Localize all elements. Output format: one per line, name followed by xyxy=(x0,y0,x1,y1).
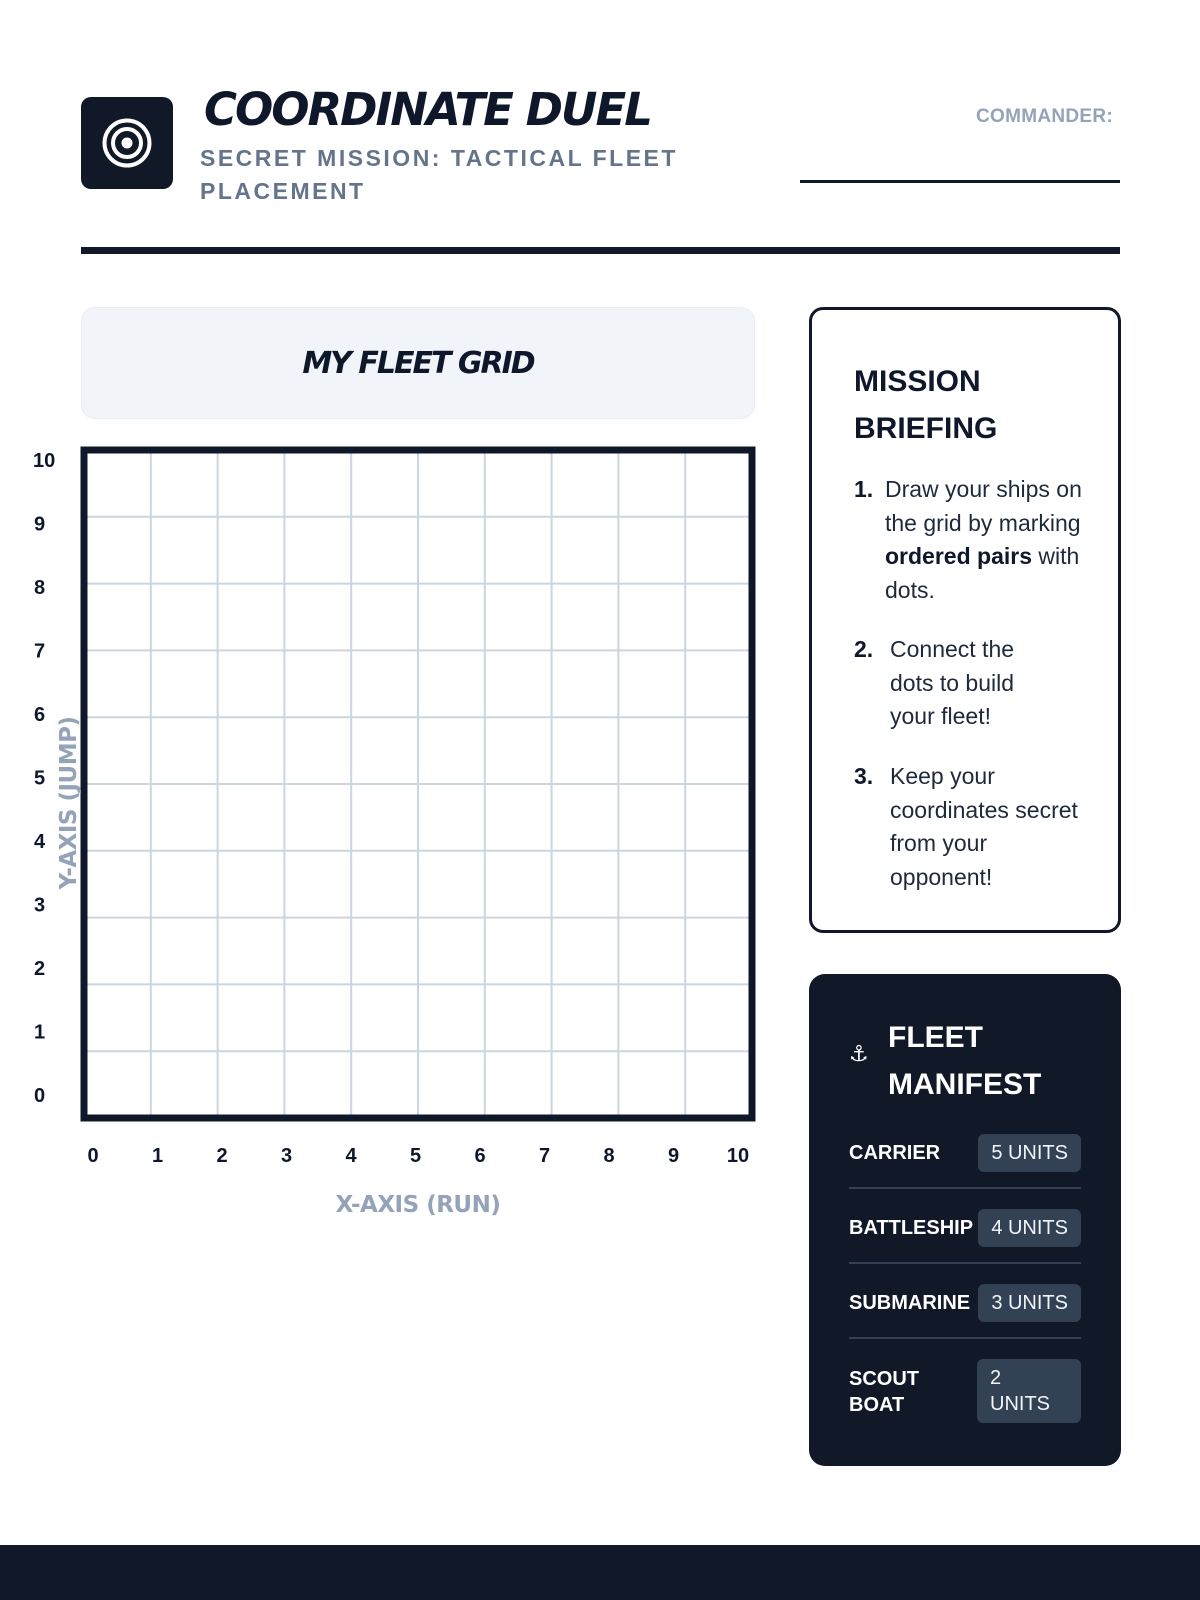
x-axis-label: X-AXIS (RUN) xyxy=(335,1192,501,1218)
step-number: 2. xyxy=(854,636,874,662)
manifest-divider xyxy=(849,1187,1081,1189)
step-text: Keep your coordinates secret from your opponent! xyxy=(890,763,1078,890)
page-title: COORDINATE DUEL xyxy=(204,83,651,136)
step-text: Draw your ships on the grid by marking ordered pairs with dots. xyxy=(885,476,1082,603)
ship-name: SCOUT BOAT xyxy=(849,1368,919,1416)
grid-lines xyxy=(84,450,752,1118)
x-tick-label: 0 xyxy=(87,1145,99,1167)
manifest-row-submarine xyxy=(849,1284,1081,1322)
grid-heading: MY FLEET GRID xyxy=(302,345,534,381)
ship-units-badge: 4 UNITS xyxy=(978,1209,1081,1247)
manifest-row-scout-boat xyxy=(849,1359,1081,1425)
step-number: 3. xyxy=(854,763,874,789)
logo-badge xyxy=(81,97,173,189)
step-number: 1. xyxy=(854,476,874,502)
x-tick-label: 8 xyxy=(603,1145,615,1167)
x-tick-label: 5 xyxy=(409,1145,422,1167)
manifest-row-carrier xyxy=(849,1134,1081,1172)
x-tick-label: 6 xyxy=(474,1145,486,1167)
fleet-grid[interactable] xyxy=(0,430,780,1230)
x-tick-label: 3 xyxy=(280,1145,293,1167)
ship-name: CARRIER xyxy=(849,1142,941,1164)
manifest-divider xyxy=(849,1262,1081,1264)
grid-heading-panel xyxy=(81,307,755,419)
y-tick-label: 6 xyxy=(34,704,46,726)
anchor-icon: ⚓ xyxy=(849,1042,869,1067)
ship-name: SUBMARINE xyxy=(849,1292,971,1314)
y-tick-label: 2 xyxy=(34,958,46,980)
fleet-manifest-card xyxy=(809,974,1121,1466)
manifest-title: FLEET MANIFEST xyxy=(888,1021,1042,1101)
y-axis-ticks xyxy=(33,450,55,1107)
x-tick-label: 9 xyxy=(667,1145,680,1167)
target-icon xyxy=(101,117,153,169)
page-subtitle: SECRET MISSION: TACTICAL FLEET PLACEMENT xyxy=(200,145,678,204)
x-axis-ticks xyxy=(87,1145,749,1167)
y-tick-label: 8 xyxy=(34,577,46,599)
y-tick-label: 3 xyxy=(34,894,46,917)
x-tick-label: 4 xyxy=(345,1145,357,1167)
y-axis-label: Y-AXIS (JUMP) xyxy=(56,716,82,890)
ship-units-badge: 2 UNITS xyxy=(977,1359,1081,1423)
y-tick-label: 4 xyxy=(34,831,46,853)
manifest-row-battleship xyxy=(849,1209,1081,1247)
mission-briefing-card xyxy=(809,307,1121,933)
ship-name: BATTLESHIP xyxy=(849,1217,974,1239)
y-tick-label: 0 xyxy=(34,1085,46,1107)
x-tick-label: 10 xyxy=(726,1145,750,1167)
y-tick-label: 10 xyxy=(33,450,56,472)
ship-units-badge: 3 UNITS xyxy=(978,1284,1081,1322)
commander-name-line[interactable] xyxy=(800,180,1120,183)
y-tick-label: 1 xyxy=(34,1021,46,1044)
ship-units-badge: 5 UNITS xyxy=(978,1134,1081,1172)
header-divider xyxy=(81,247,1120,254)
briefing-title: MISSION BRIEFING xyxy=(854,365,998,445)
footer-bar xyxy=(0,1545,1200,1600)
x-tick-label: 1 xyxy=(151,1145,164,1167)
x-tick-label: 7 xyxy=(538,1145,551,1167)
step-text: Connect the dots to build your fleet! xyxy=(890,636,1015,729)
y-tick-label: 9 xyxy=(34,513,46,536)
y-tick-label: 7 xyxy=(34,640,46,663)
commander-label: COMMANDER: xyxy=(976,106,1114,127)
manifest-divider xyxy=(849,1337,1081,1339)
y-tick-label: 5 xyxy=(34,767,46,790)
x-tick-label: 2 xyxy=(216,1145,228,1167)
